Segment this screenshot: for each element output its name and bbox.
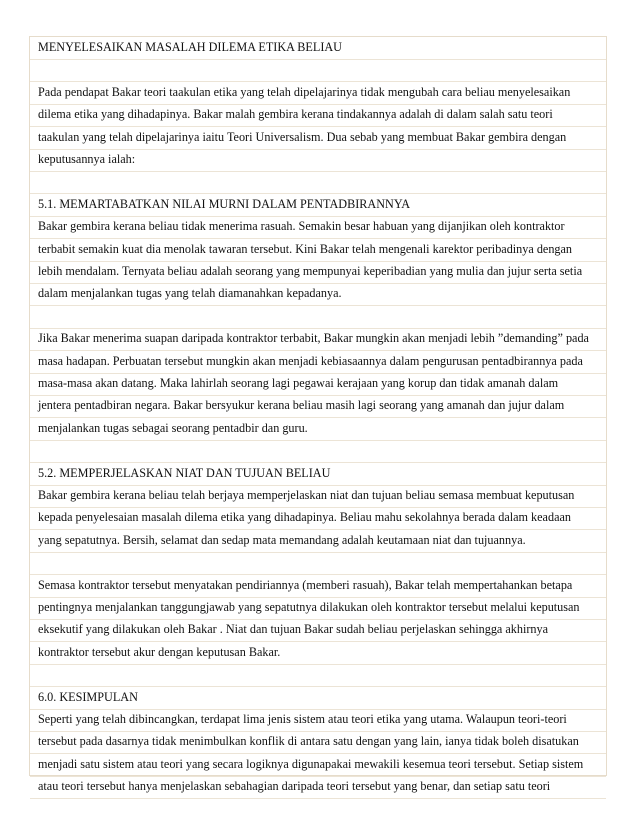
text-line: [30, 37, 606, 60]
text-line: [30, 575, 606, 598]
text-line: [30, 127, 606, 150]
text-line: [30, 261, 606, 284]
line-text: Semasa kontraktor tersebut menyatakan pendiriannya (memberi rasuah), Bakar telah mempertahankan betapa: [38, 577, 573, 592]
blank-line: [30, 171, 606, 194]
line-text: pentingnya menjalankan tanggungjawab yang sepatutnya dilakukan oleh kontraktor tersebut melalui keputusan: [38, 600, 580, 614]
text-line: [30, 351, 606, 374]
line-text: Pada pendapat Bakar teori taakulan etika yang telah dipelajarinya tidak mengubah cara beliau menyelesaikan: [38, 84, 571, 99]
line-text: Bakar gembira kerana beliau tidak menerima rasuah. Semakin besar habuan yang dijanjikan oleh kontraktor: [38, 219, 565, 234]
line-text: eksekutif yang dilakukan oleh Bakar . Niat dan tujuan Bakar sudah beliau perjelaskan sehingga akhirnya: [38, 622, 549, 637]
line-text: keputusannya ialah:: [38, 152, 136, 166]
text-line: [30, 463, 606, 486]
line-text: kepada penyelesaian masalah dilema etika yang dihadapinya. Beliau mahu sekolahnya berada dalam keadaan: [38, 510, 571, 525]
blank-line: [30, 306, 606, 329]
text-line: [30, 104, 606, 127]
blank-line: [30, 59, 606, 82]
line-text: 6.0. KESIMPULAN: [38, 689, 138, 704]
line-text: MENYELESAIKAN MASALAH DILEMA ETIKA BELIAU: [38, 40, 342, 54]
text-line: [30, 754, 606, 777]
text-line: [30, 194, 606, 217]
line-text: 5.1. MEMARTABATKAN NILAI MURNI DALAM PENTADBIRANNYA: [38, 196, 411, 211]
text-line: [30, 485, 606, 508]
line-text: lebih mendalam. Ternyata beliau adalah seorang yang mempunyai keperibadian yang mulia dan jujur serta setia: [38, 264, 583, 278]
line-text: dilema etika yang dihadapinya. Bakar malah gembira kerana tindakannya adalah di dalam salah satu teori: [38, 107, 553, 122]
line-text: taakulan yang telah dipelajarinya iaitu Teori Universalism. Dua sebab yang membuat Bakar gembira dengan: [38, 129, 567, 144]
blank-line: [30, 552, 606, 575]
text-line: [30, 597, 606, 620]
line-text: Jika Bakar menerima suapan daripada kontraktor terbabit, Bakar mungkin akan menjadi lebih ”demanding” pada: [38, 331, 589, 346]
line-text: menjalankan tugas sebagai seorang pentadbir dan guru.: [38, 420, 308, 435]
text-line: [30, 530, 606, 553]
text-line: [30, 82, 606, 105]
text-line: [30, 709, 606, 732]
line-text: jentera pentadbiran negara. Bakar bersyukur kerana beliau masih lagi seorang yang amanah dan jujur dalam: [38, 398, 565, 413]
blank-line: [30, 664, 606, 687]
text-line: [30, 731, 606, 754]
line-text: Seperti yang telah dibincangkan, terdapat lima jenis sistem atau teori etika yang utama. Walaupun teori-teori: [38, 712, 567, 726]
text-line: [30, 149, 606, 172]
line-text: yang sepatutnya. Bersih, selamat dan sedap mata memandang adalah keutamaan niat dan tujuannya.: [38, 532, 526, 547]
blank-line: [30, 440, 606, 463]
line-text: Bakar gembira kerana beliau telah berjaya memperjelaskan niat dan tujuan beliau semasa membuat keputusan: [38, 488, 575, 502]
text-line: [30, 373, 606, 396]
text-line: [30, 619, 606, 642]
text-line: [30, 283, 606, 306]
text-line: [30, 507, 606, 530]
text-line: [30, 216, 606, 239]
line-text: masa hadapan. Perbuatan tersebut mungkin akan menjadi kebiasaannya dalam pengurusan pentadbirannya pada: [38, 353, 583, 368]
line-text: kontraktor tersebut akur dengan keputusan Bakar.: [38, 644, 281, 659]
text-line: [30, 395, 606, 418]
line-text: tersebut pada dasarnya tidak menimbulkan konflik di antara satu dengan yang lain, ianya tidak boleh disatukan: [38, 734, 579, 749]
text-line: [30, 776, 606, 799]
text-line: [30, 328, 606, 351]
line-text: dalam menjalankan tugas yang telah diamanahkan kepadanya.: [38, 286, 342, 301]
line-text: menjadi satu sistem atau teori yang secara logiknya digunapakai mewakili kesemua teori tersebut. Setiap sistem: [38, 756, 584, 771]
text-line: [30, 642, 606, 665]
line-text: atau teori tersebut hanya menjelaskan sebahagian daripada teori tersebut yang benar, dan setiap satu teori: [38, 779, 551, 794]
line-text: 5.2. MEMPERJELASKAN NIAT DAN TUJUAN BELIAU: [38, 465, 331, 480]
text-line: [30, 687, 606, 710]
text-line: [30, 418, 606, 441]
line-text: masa-masa akan datang. Maka lahirlah seorang lagi pegawai kerajaan yang korup dan tidak amanah dalam: [38, 376, 559, 390]
text-line: [30, 239, 606, 262]
document-page: [29, 36, 607, 794]
line-text: terbabit semakin kuat dia menolak tawaran tersebut. Kini Bakar telah mengenali karektor peribadinya dengan: [38, 241, 573, 256]
